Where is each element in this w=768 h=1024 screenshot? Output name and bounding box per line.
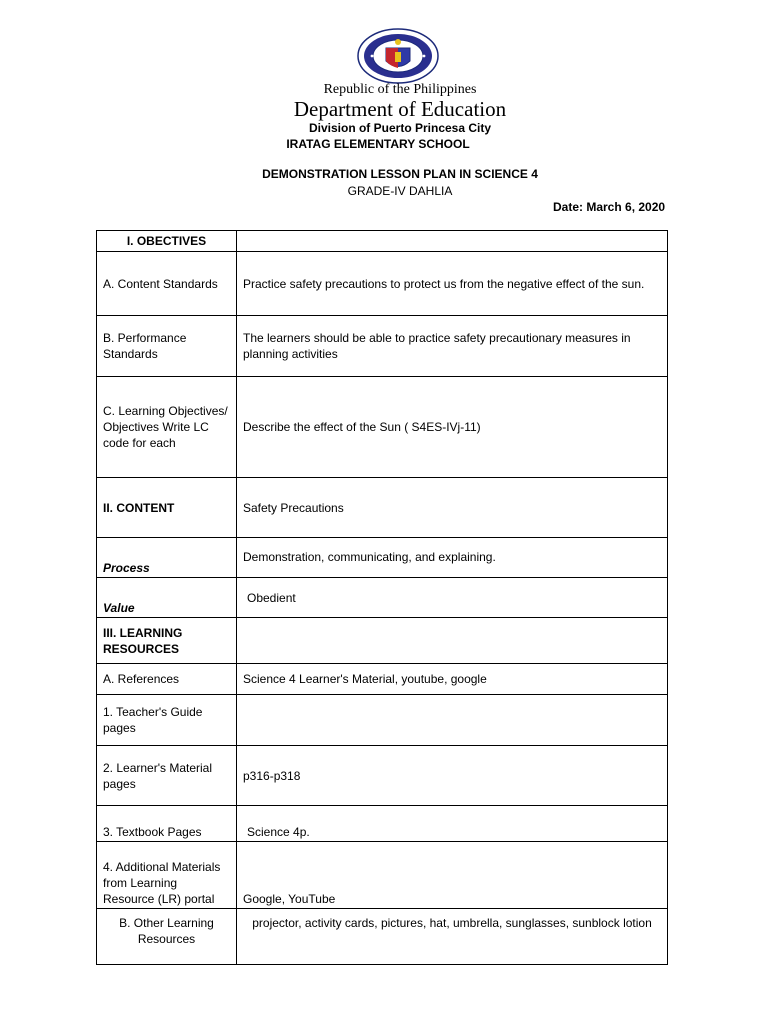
- row-label-learning-resources: III. LEARNING RESOURCES: [97, 618, 237, 664]
- school-heading: IRATAG ELEMENTARY SCHOOL: [286, 137, 470, 151]
- row-value-other-resources: projector, activity cards, pictures, hat, umbrella, sunglasses, sunblock lotion: [237, 909, 668, 965]
- row-value-teachers-guide: [237, 695, 668, 746]
- department-heading: Department of Education: [293, 97, 507, 121]
- table-row: [97, 231, 668, 252]
- row-value-learning-resources: [237, 618, 668, 664]
- row-label-textbook-pages: 3. Textbook Pages: [97, 806, 237, 842]
- table-row: [97, 618, 668, 664]
- row-label-process: Process: [97, 538, 237, 578]
- table-row: [97, 578, 668, 618]
- row-value-content-standards: Practice safety precautions to protect us from the negative effect of the sun.: [237, 252, 668, 316]
- row-value-value: Obedient: [237, 578, 668, 618]
- row-value-performance-standards: The learners should be able to practice safety precautionary measures in planning activities: [237, 316, 668, 377]
- row-value-additional-materials: Google, YouTube: [237, 842, 668, 909]
- row-value-objectives: [237, 231, 668, 252]
- lesson-date: Date: March 6, 2020: [553, 200, 666, 214]
- grade-section: GRADE-IV DAHLIA: [347, 184, 453, 198]
- table-row: [97, 478, 668, 538]
- table-row: [97, 538, 668, 578]
- deped-seal-icon: [356, 28, 440, 84]
- row-value-process: Demonstration, communicating, and explaining.: [237, 538, 668, 578]
- republic-heading: Republic of the Philippines: [323, 82, 477, 97]
- table-row: [97, 664, 668, 695]
- row-label-other-resources: B. Other Learning Resources: [97, 909, 237, 965]
- row-value-learning-objectives: Describe the effect of the Sun ( S4ES-IVj-11): [237, 377, 668, 478]
- row-value-textbook-pages: Science 4p.: [237, 806, 668, 842]
- row-value-learners-material: p316-p318: [237, 746, 668, 806]
- division-heading: Division of Puerto Princesa City: [308, 121, 492, 135]
- table-row: [97, 316, 668, 377]
- row-label-objectives: I. OBECTIVES: [97, 231, 237, 252]
- lesson-plan-title: DEMONSTRATION LESSON PLAN IN SCIENCE 4: [262, 167, 538, 181]
- row-label-content: II. CONTENT: [97, 478, 237, 538]
- row-label-learning-objectives: C. Learning Objectives/ Objectives Write LC code for each: [97, 377, 237, 478]
- row-label-content-standards: A. Content Standards: [97, 252, 237, 316]
- table-row: [97, 806, 668, 842]
- row-label-performance-standards: B. Performance Standards: [97, 316, 237, 377]
- row-value-references: Science 4 Learner's Material, youtube, google: [237, 664, 668, 695]
- row-label-additional-materials: 4. Additional Materials from Learning Resource (LR) portal: [97, 842, 237, 909]
- table-row: [97, 377, 668, 478]
- row-label-references: A. References: [97, 664, 237, 695]
- table-row: [97, 909, 668, 965]
- table-row: [97, 695, 668, 746]
- lesson-plan-table: [96, 230, 668, 965]
- table-row: [97, 746, 668, 806]
- table-row: [97, 252, 668, 316]
- row-value-content: Safety Precautions: [237, 478, 668, 538]
- row-label-teachers-guide: 1. Teacher's Guide pages: [97, 695, 237, 746]
- row-label-value: Value: [97, 578, 237, 618]
- row-label-learners-material: 2. Learner's Material pages: [97, 746, 237, 806]
- table-row: [97, 842, 668, 909]
- deped-seal-logo: [356, 28, 440, 84]
